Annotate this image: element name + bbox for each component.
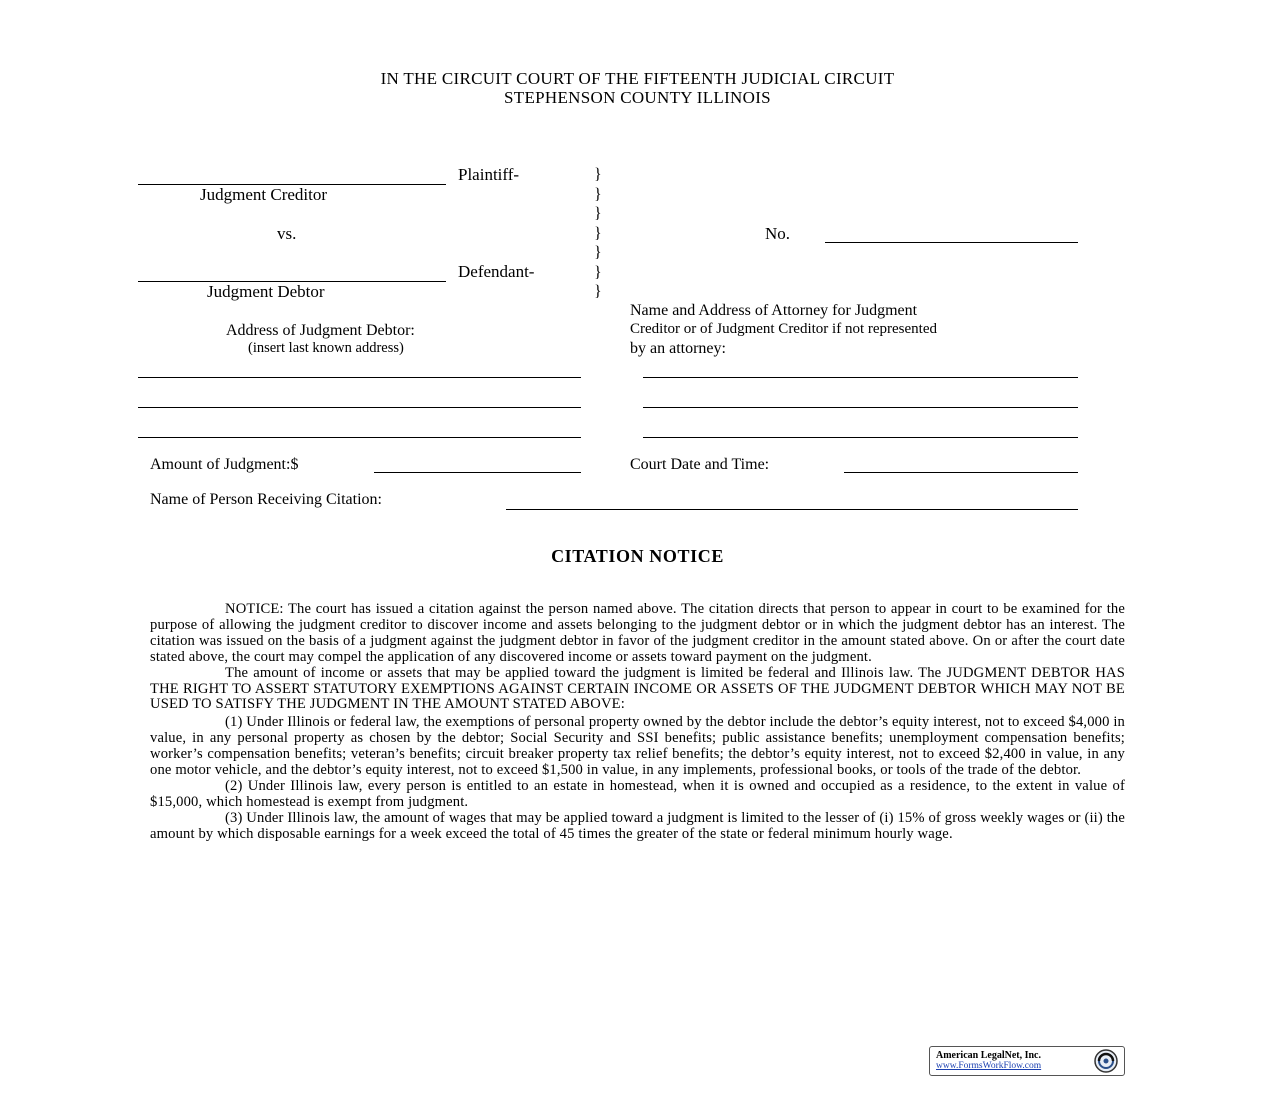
- defendant-label: Defendant-: [458, 262, 535, 281]
- amount-of-judgment-label: Amount of Judgment:$: [150, 456, 299, 473]
- case-number-label: No.: [765, 224, 791, 243]
- caption-brace: }: [594, 186, 602, 203]
- debtor-address-line[interactable]: [138, 437, 581, 438]
- notice-paragraph-1: NOTICE: The court has issued a citation against the person named above. The citation directs that person to appear in court to be examined for the purpose of allowing the judgment creditor to discover income and assets belonging to the judgment debtor or in which the judgment debtor has an interest. The citation was issued on the basis of a judgment against the judgment debtor in favor of the judgment creditor in the amount stated above. On or after the court date stated above, the court may compel the application of any discovered income or assets toward payment on the judgment.: [150, 601, 1125, 665]
- attorney-label-line2: Creditor or of Judgment Creditor if not represented: [630, 321, 938, 337]
- debtor-address-line[interactable]: [138, 407, 581, 408]
- caption-brace: }: [594, 283, 602, 300]
- notice-paragraph-5: (3) Under Illinois law, the amount of wages that may be applied toward a judgment is limited to the lesser of (i) 15% of gross weekly wages or (ii) the amount by which disposable earnings for a week exceed the total of 45 times the greater of the state or federal minimum hourly wage.: [150, 809, 1125, 842]
- attorney-address-line[interactable]: [643, 377, 1078, 378]
- attorney-address-line[interactable]: [643, 407, 1078, 408]
- person-receiving-label: Name of Person Receiving Citation:: [150, 491, 382, 508]
- court-heading: IN THE CIRCUIT COURT OF THE FIFTEENTH JUDICIAL CIRCUIT: [380, 69, 895, 88]
- judgment-creditor-label: Judgment Creditor: [200, 185, 328, 204]
- publisher-logo: [929, 1046, 1125, 1076]
- debtor-address-line[interactable]: [138, 377, 581, 378]
- court-date-label: Court Date and Time:: [630, 456, 770, 473]
- publisher-url-link[interactable]: www.FormsWorkFlow.com: [936, 1061, 1042, 1071]
- caption-brace: }: [594, 166, 602, 183]
- county-heading: STEPHENSON COUNTY ILLINOIS: [504, 88, 771, 107]
- debtor-address-hint: (insert last known address): [248, 340, 404, 356]
- versus-label: vs.: [277, 224, 297, 243]
- person-receiving-line[interactable]: [506, 509, 1078, 510]
- judgment-debtor-label: Judgment Debtor: [207, 282, 325, 301]
- attorney-address-line[interactable]: [643, 437, 1078, 438]
- attorney-label-line1: Name and Address of Attorney for Judgment: [630, 302, 918, 319]
- publisher-name: American LegalNet, Inc.: [936, 1050, 1041, 1061]
- case-number-line[interactable]: [825, 242, 1078, 243]
- debtor-address-label: Address of Judgment Debtor:: [226, 322, 415, 339]
- amount-of-judgment-line[interactable]: [374, 472, 581, 473]
- caption-brace: }: [594, 225, 602, 242]
- court-date-line[interactable]: [844, 472, 1078, 473]
- plaintiff-label: Plaintiff-: [458, 165, 520, 184]
- caption-brace: }: [594, 244, 602, 261]
- citation-notice-title: CITATION NOTICE: [551, 546, 724, 566]
- notice-paragraph-4: (2) Under Illinois law, every person is entitled to an estate in homestead, when it is owned and occupied as a residence, to the extent in value of $15,000, which homestead is exempt from judgment.: [150, 777, 1125, 810]
- notice-paragraph-2: The amount of income or assets that may be applied toward the judgment is limited be federal and Illinois law. The JUDGMENT DEBTOR HAS THE RIGHT TO ASSERT STATUTORY EXEMPTIONS AGAINST CERTAIN INCOME OR ASSETS OF THE JUDGMENT DEBTOR WHICH MAY NOT BE USED TO SATISFY THE JUDGMENT IN THE AMOUNT STATED ABOVE:: [150, 664, 1125, 713]
- caption-brace: }: [594, 264, 602, 281]
- attorney-label-line3: by an attorney:: [630, 340, 726, 357]
- globe-seal-icon: [1086, 1048, 1122, 1074]
- notice-paragraph-3: (1) Under Illinois or federal law, the exemptions of personal property owned by the debtor include the debtor’s equity interest, not to exceed $4,000 in value, in any personal property as chosen by the debtor; Social Security and SSI benefits; public assistance benefits; unemployment compensation benefits; worker’s compensation benefits; veteran’s benefits; circuit breaker property tax relief benefits; the debtor’s equity interest, not to exceed $2,400 in value, in any one motor vehicle, and the debtor’s equity interest, not to exceed $1,500 in value, in any implements, professional books, or tools of the trade of the debtor.: [150, 714, 1125, 779]
- notice-body: [150, 602, 1125, 843]
- caption-brace: }: [594, 205, 602, 222]
